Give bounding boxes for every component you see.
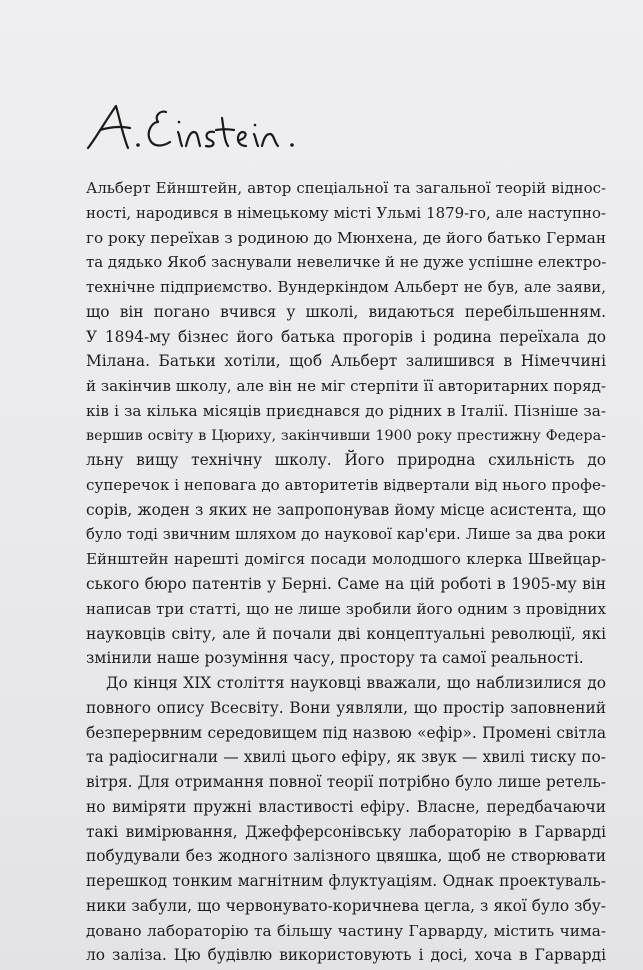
text-line: та радіосигнали — хвилі цього ефіру, як звук — хвилі тиску по- (86, 748, 606, 767)
text-line: но виміряти пружні властивості ефіру. Власне, передбачаючи (86, 797, 606, 816)
text-line: До кінця XIX століття науковці вважали, що наблизилися до (106, 674, 606, 692)
body-text (86, 176, 606, 968)
text-line: безперервним середовищем під назвою «ефір». Промені світла (86, 723, 606, 742)
text-line: технічне підприємство. Вундеркіндом Альберт не був, але заяви, (86, 278, 606, 296)
text-line: та дядько Якоб заснували невеличке й не дуже успішне електро- (86, 253, 606, 272)
text-line: Мілана. Батьки хотіли, щоб Альберт залишився в Німеччині (86, 352, 606, 371)
text-line: змінили наше розуміння часу, простору та самої реальності. (86, 649, 584, 668)
text-line: го року переїхав з родиною до Мюнхена, де його батько Герман (86, 228, 606, 247)
text-line: побудували без жодного залізного цвяшка, щоб не створювати (86, 847, 606, 866)
text-line: льну вищу технічну школу. Його природна схильність до (86, 451, 606, 470)
text-line: сорів, жоден з яких не запропонував йому місце асистента, що (86, 500, 606, 519)
text-line: що він погано вчився у школі, видаються перебільшенням. (86, 302, 606, 321)
text-line: Альберт Ейнштейн, автор спеціальної та загальної теорій віднос- (86, 179, 606, 197)
text-line: ського бюро патентів у Берні. Саме на цій роботі в 1905-му він (86, 575, 606, 593)
text-line: Ейнштейн нарешті домігся посади молодшого клерка Швейцар- (86, 550, 606, 569)
text-line: суперечок і неповага до авторитетів відвертали від нього профе- (86, 476, 606, 494)
text-line: ники забули, що червонувато-коричнева цегла, з якої було збу- (86, 896, 606, 915)
text-line: вершив освіту в Цюриху, закінчивши 1900 року престижну Федера- (86, 427, 606, 444)
text-line: вітря. Для отримання повної теорії потрібно було лише ретель- (86, 773, 606, 791)
text-line: ності, народився в німецькому місті Ульмі 1879-го, але наступно- (86, 203, 606, 222)
paragraph-1 (86, 176, 606, 671)
text-line: ків і за кілька місяців приєднався до рідних в Італії. Пізніше за- (86, 401, 606, 420)
text-line: такі вимірювання, Джефферсонівську лабораторію в Гарварді (86, 822, 606, 841)
text-line: написав три статті, що не лише зробили його одним з провідних (86, 599, 606, 618)
text-line: й закінчив школу, але він не міг стерпіти її авторитарних поряд- (86, 377, 606, 395)
text-line: було тоді звичним шляхом до наукової кар'єри. Лише за два роки (86, 525, 606, 543)
text-line: довано лабораторію та більшу частину Гарварду, містить чима- (86, 921, 606, 940)
text-line: перешкод тонким магнітним флуктуаціям. Однак проектуваль- (86, 872, 606, 890)
paragraph-2 (86, 671, 606, 968)
text-line: повного опису Всесвіту. Вони уявляли, що простір заповнений (86, 698, 606, 717)
text-line: У 1894-му бізнес його батька прогорів і родина переїхала до (86, 327, 606, 346)
einstein-signature (82, 98, 382, 168)
text-line: науковців світу, але й почали дві концептуальні революції, які (86, 624, 606, 643)
text-line: ло заліза. Цю будівлю використовують і досі, хоча в Гарварді (86, 946, 606, 965)
